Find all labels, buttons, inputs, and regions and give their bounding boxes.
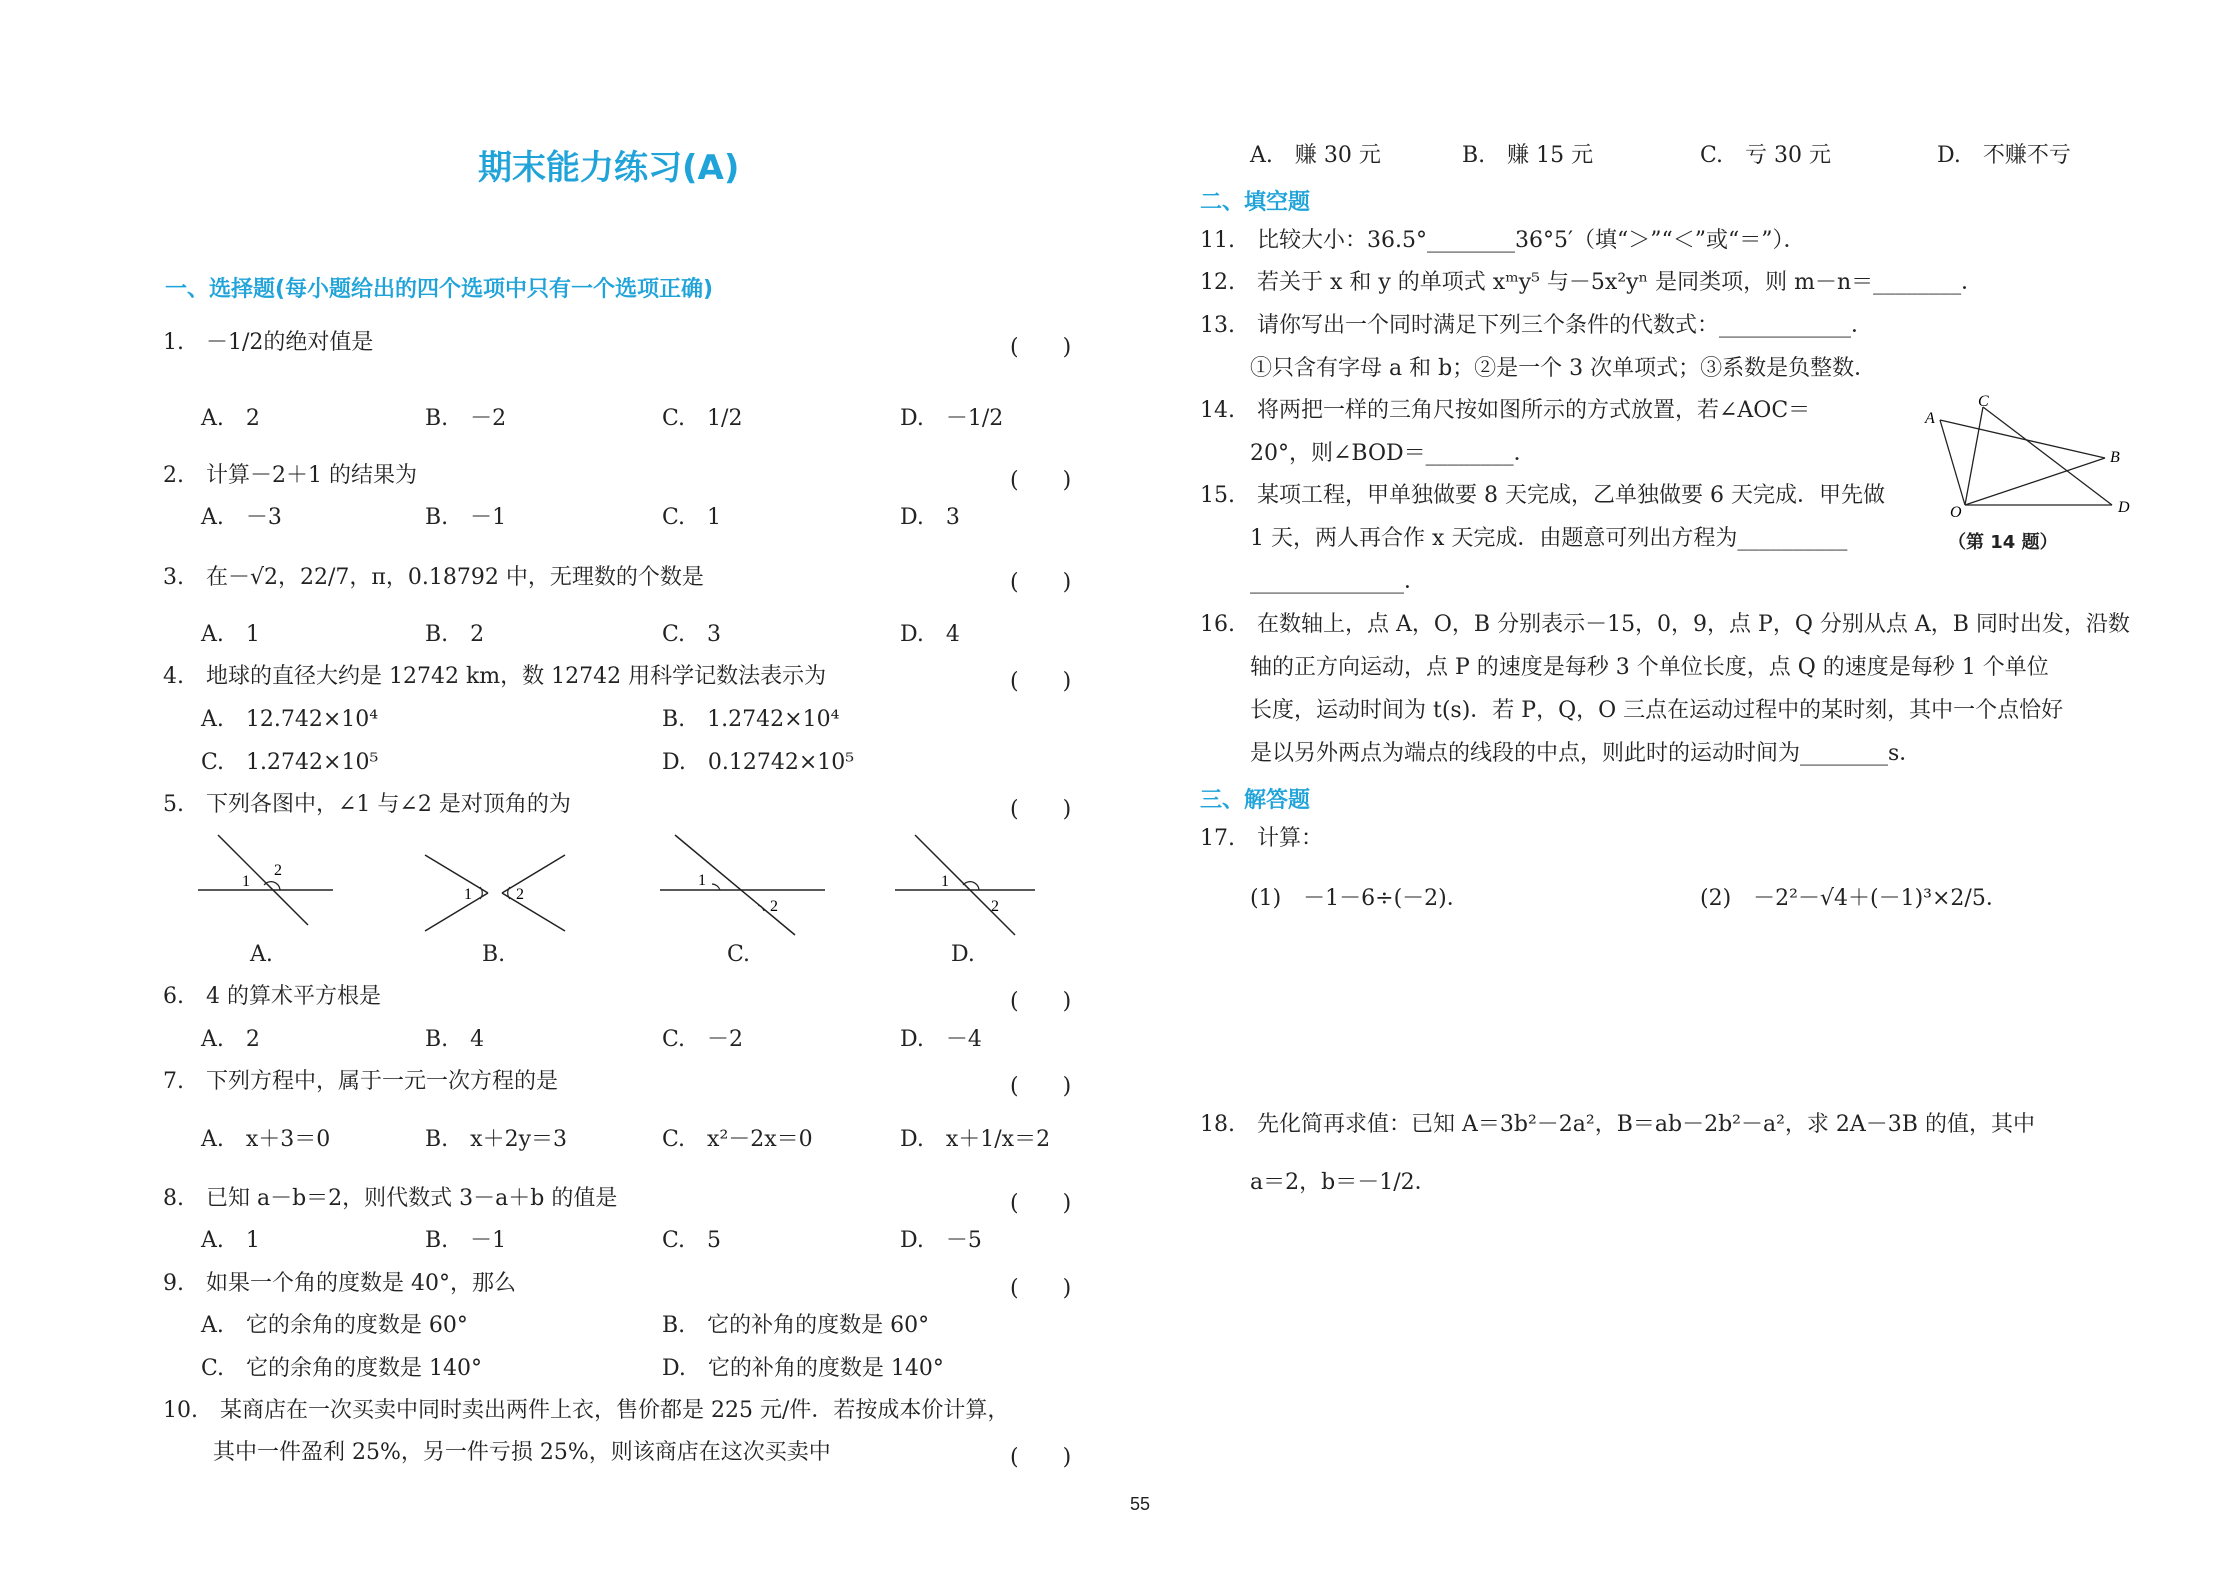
q2-option-d: D. 3: [900, 505, 960, 530]
q3-option-a: A. 1: [201, 622, 260, 647]
question-15-line-3: ______________．: [1250, 569, 1427, 594]
q10-option-d: D. 不赚不亏: [1937, 143, 2071, 168]
q1-option-a: A. 2: [201, 406, 260, 431]
question-16-line-3: 长度，运动时间为 t(s)．若 P，Q，O 三点在运动过程中的某时刻，其中一个点恰好: [1250, 698, 2064, 723]
page-title: 期末能力练习(A): [478, 148, 740, 188]
question-11: 11. 比较大小：36.5°________36°5′（填“＞”“＜”或“＝”）．: [1200, 228, 1806, 253]
question-14-line-1: 14. 将两把一样的三角尺按如图所示的方式放置，若∠AOC＝: [1200, 398, 1811, 423]
question-16-line-4: 是以另外两点为端点的线段的中点，则此时的运动时间为________s．: [1250, 741, 1922, 766]
q8-option-b: B. －1: [425, 1228, 507, 1253]
svg-text:1: 1: [698, 872, 706, 889]
question-17-stem: 17. 计算：: [1200, 826, 1323, 851]
figure-14-caption: （第 14 题）: [1948, 532, 2058, 553]
question-13-line-2: ①只含有字母 a 和 b；②是一个 3 次单项式；③系数是负整数．: [1250, 356, 1877, 381]
answer-bracket: ( ): [1010, 669, 1072, 694]
q1-option-b: B. －2: [425, 406, 507, 431]
question-16-line-1: 16. 在数轴上，点 A，O，B 分别表示－15，0，9，点 P，Q 分别从点 A，B 同时出发，沿数: [1200, 612, 2130, 637]
question-10-line-1: 10. 某商店在一次买卖中同时卖出两件上衣，售价都是 225 元/件．若按成本价计算，: [163, 1398, 1010, 1423]
question-17-part-1: (1) －1－6÷(－2)．: [1250, 886, 1469, 911]
q5-option-d: D.: [951, 942, 975, 967]
question-8-stem: 8. 已知 a－b＝2，则代数式 3－a＋b 的值是: [163, 1186, 618, 1211]
point-o-label: O: [1950, 504, 1962, 521]
q7-option-c: C. x²－2x＝0: [662, 1127, 813, 1152]
q5-figure-a: [198, 835, 338, 945]
answer-bracket: ( ): [1010, 1276, 1072, 1301]
question-3-stem: 3. 在－√2，22/7，π，0.18792 中，无理数的个数是: [163, 565, 704, 590]
q10-option-c: C. 亏 30 元: [1700, 143, 1832, 168]
page-number: 55: [1130, 1494, 1151, 1514]
q5-figure-d: [895, 835, 1045, 945]
q6-option-a: A. 2: [201, 1027, 260, 1052]
answer-bracket: ( ): [1010, 797, 1072, 822]
answer-bracket: ( ): [1010, 1191, 1072, 1216]
answer-bracket: ( ): [1010, 468, 1072, 493]
svg-text:2: 2: [274, 862, 282, 879]
q4-option-a: A. 12.742×10⁴: [201, 707, 379, 732]
q10-option-b: B. 赚 15 元: [1462, 143, 1594, 168]
q9-option-d: D. 它的补角的度数是 140°: [662, 1356, 944, 1381]
question-15-line-2: 1 天，两人再合作 x 天完成．由题意可列出方程为__________: [1250, 526, 1848, 551]
svg-text:1: 1: [464, 886, 472, 903]
svg-text:1: 1: [242, 873, 250, 890]
q3-option-c: C. 3: [662, 622, 722, 647]
q2-option-a: A. －3: [201, 505, 282, 530]
q7-option-d: D. x＋1/x＝2: [900, 1127, 1051, 1152]
question-18-line-2: a＝2，b＝－1/2．: [1250, 1170, 1437, 1195]
q6-option-d: D. －4: [900, 1027, 982, 1052]
section-heading-fill-blank: 二、填空题: [1200, 190, 1311, 215]
question-6-stem: 6. 4 的算术平方根是: [163, 984, 381, 1009]
q5-option-c: C.: [727, 942, 751, 967]
svg-text:2: 2: [516, 886, 524, 903]
q2-option-b: B. －1: [425, 505, 507, 530]
q5-option-b: B.: [482, 942, 506, 967]
q3-option-b: B. 2: [425, 622, 485, 647]
q4-option-b: B. 1.2742×10⁴: [662, 707, 840, 732]
q5-figure-c: [660, 835, 830, 945]
q9-option-a: A. 它的余角的度数是 60°: [201, 1313, 468, 1338]
section-heading-choice: 一、选择题(每小题给出的四个选项中只有一个选项正确): [165, 277, 714, 302]
q8-option-a: A. 1: [201, 1228, 260, 1253]
question-2-stem: 2. 计算－2＋1 的结果为: [163, 463, 417, 488]
question-13-line-1: 13. 请你写出一个同时满足下列三个条件的代数式：____________．: [1200, 313, 1873, 338]
q4-option-d: D. 0.12742×10⁵: [662, 750, 855, 775]
q1-option-d: D. －1/2: [900, 406, 1004, 431]
question-15-line-1: 15. 某项工程，甲单独做要 8 天完成，乙单独做要 6 天完成．甲先做: [1200, 483, 1885, 508]
q9-option-b: B. 它的补角的度数是 60°: [662, 1313, 930, 1338]
q4-option-c: C. 1.2742×10⁵: [201, 750, 379, 775]
question-7-stem: 7. 下列方程中，属于一元一次方程的是: [163, 1069, 558, 1094]
question-17-part-2: (2) －2²－√4＋(－1)³×2/5．: [1700, 886, 2008, 911]
svg-text:1: 1: [941, 873, 949, 890]
q5-figure-b: [420, 850, 570, 940]
point-a-label: A: [1925, 410, 1935, 427]
question-9-stem: 9. 如果一个角的度数是 40°，那么: [163, 1271, 516, 1296]
answer-bracket: ( ): [1010, 1074, 1072, 1099]
section-heading-solve: 三、解答题: [1200, 788, 1311, 813]
question-16-line-2: 轴的正方向运动，点 P 的速度是每秒 3 个单位长度，点 Q 的速度是每秒 1 个单位: [1250, 655, 2049, 680]
q6-option-c: C. －2: [662, 1027, 744, 1052]
answer-bracket: ( ): [1010, 570, 1072, 595]
question-5-stem: 5. 下列各图中，∠1 与∠2 是对顶角的为: [163, 792, 571, 817]
question-4-stem: 4. 地球的直径大约是 12742 km，数 12742 用科学记数法表示为: [163, 664, 827, 689]
q7-option-a: A. x＋3＝0: [201, 1127, 331, 1152]
q8-option-c: C. 5: [662, 1228, 722, 1253]
point-b-label: B: [2110, 449, 2120, 466]
q14-triangle-figure: [1920, 393, 2150, 521]
point-d-label: D: [2118, 499, 2130, 516]
svg-text:2: 2: [991, 898, 999, 915]
question-18-line-1: 18. 先化简再求值：已知 A＝3b²－2a²，B＝ab－2b²－a²，求 2A－3B 的值，其中: [1200, 1112, 2035, 1137]
q6-option-b: B. 4: [425, 1027, 485, 1052]
point-c-label: C: [1978, 393, 1989, 410]
question-1-stem: 1. －1/2的绝对值是: [163, 330, 374, 355]
q2-option-c: C. 1: [662, 505, 722, 530]
question-12: 12. 若关于 x 和 y 的单项式 xᵐy⁵ 与－5x²yⁿ 是同类项，则 m－n＝________．: [1200, 270, 1984, 295]
q1-option-c: C. 1/2: [662, 406, 743, 431]
svg-text:2: 2: [770, 898, 778, 915]
question-10-line-2: 其中一件盈利 25%，另一件亏损 25%，则该商店在这次买卖中: [213, 1440, 831, 1465]
q10-option-a: A. 赚 30 元: [1250, 143, 1381, 168]
answer-bracket: ( ): [1010, 1445, 1072, 1470]
q9-option-c: C. 它的余角的度数是 140°: [201, 1356, 483, 1381]
answer-bracket: ( ): [1010, 335, 1072, 360]
q5-option-a: A.: [250, 942, 273, 967]
q3-option-d: D. 4: [900, 622, 960, 647]
q8-option-d: D. －5: [900, 1228, 982, 1253]
answer-bracket: ( ): [1010, 989, 1072, 1014]
q7-option-b: B. x＋2y＝3: [425, 1127, 567, 1152]
question-14-line-2: 20°，则∠BOD＝________．: [1250, 441, 1536, 466]
